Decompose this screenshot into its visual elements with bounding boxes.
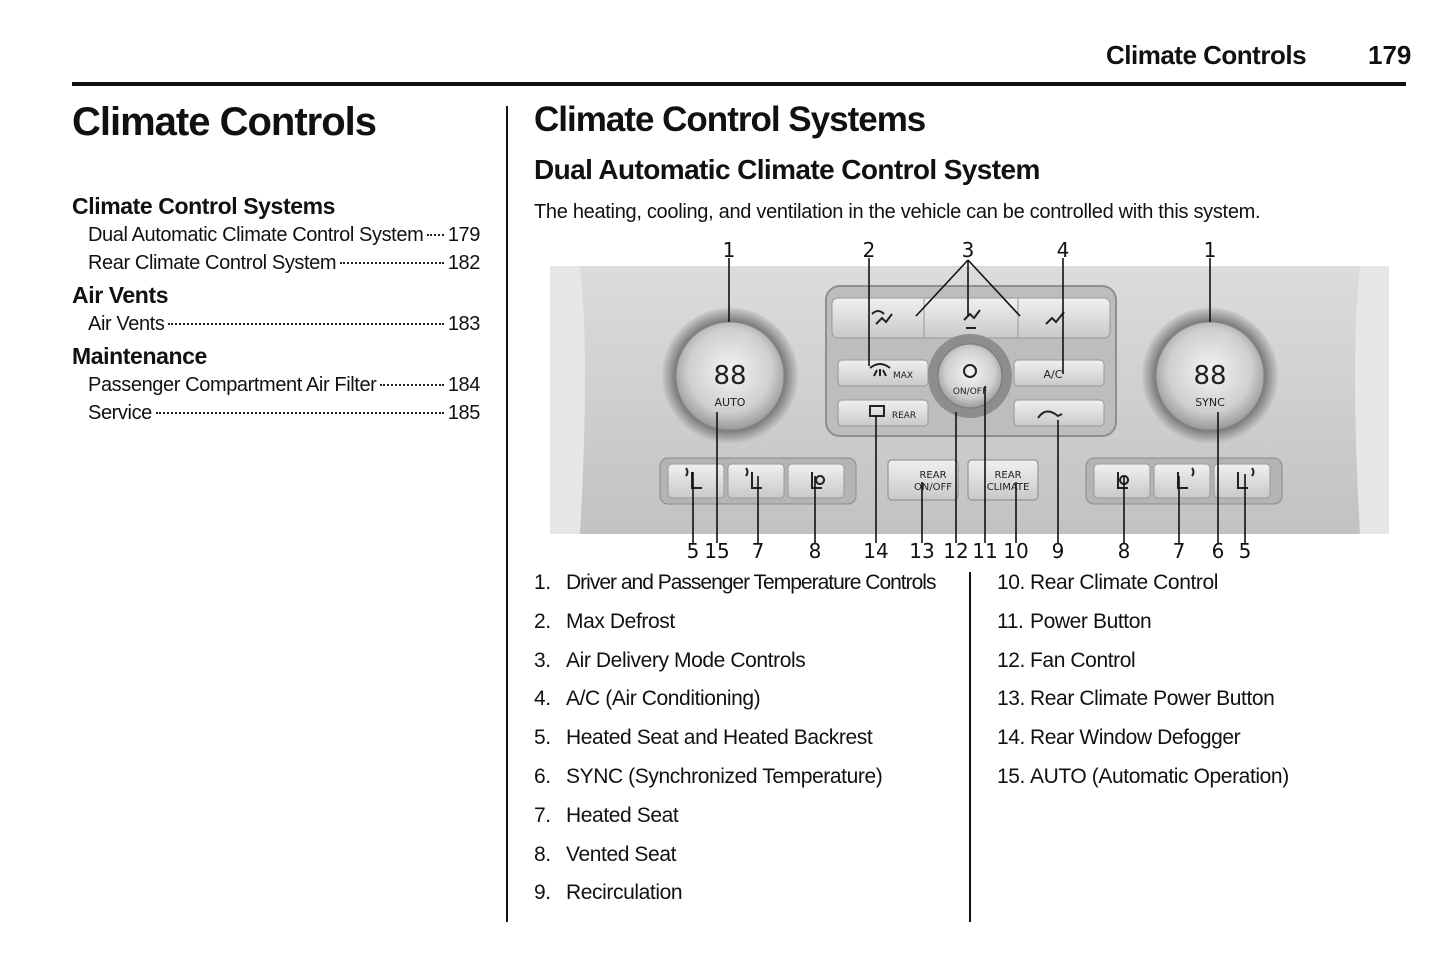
temp-display-left: 88: [713, 361, 747, 391]
callout-number: 1: [1203, 238, 1217, 262]
legend-item: [534, 762, 964, 801]
callout-number: 5: [1238, 539, 1252, 563]
toc-entry[interactable]: [72, 371, 480, 399]
legend-number: 7.: [534, 803, 551, 827]
callout-number: 5: [686, 539, 700, 563]
legend-item: [997, 723, 1397, 762]
callout-number: 1: [722, 238, 736, 262]
toc-heading-air-vents[interactable]: Air Vents: [72, 282, 169, 308]
legend-item: [534, 646, 964, 685]
callout-number: 10: [1003, 539, 1029, 563]
toc-entry[interactable]: [72, 399, 480, 427]
sync-label: SYNC: [1195, 396, 1225, 409]
legend-text: Heated Seat and Heated Backrest: [566, 726, 873, 750]
legend-number: 6.: [534, 764, 551, 788]
toc-leader-dots: [427, 234, 444, 236]
callout-number: 9: [1051, 539, 1065, 563]
callout-number: 13: [909, 539, 935, 563]
figure-legend-right: [997, 568, 1397, 801]
legend-divider: [969, 572, 971, 922]
legend-number: 15.: [997, 764, 1025, 788]
rear-climate-label-2: CLIMATE: [986, 482, 1030, 493]
callout-number: 7: [1172, 539, 1186, 563]
callout-number: 2: [862, 238, 876, 262]
legend-number: 14.: [997, 726, 1025, 750]
header-rule: [72, 82, 1406, 86]
legend-text: Rear Climate Power Button: [1030, 687, 1275, 711]
legend-item: [534, 878, 964, 917]
power-label: ON/OFF: [952, 387, 988, 397]
toc-entry-label: Dual Automatic Climate Control System: [88, 224, 424, 246]
figure-legend-left: [534, 568, 964, 917]
callout-number: 14: [863, 539, 889, 563]
toc-leader-dots: [168, 323, 443, 325]
legend-item: [534, 684, 964, 723]
legend-number: 2.: [534, 609, 551, 633]
legend-number: 1.: [534, 571, 551, 594]
toc-entry-page: 184: [447, 374, 480, 396]
temp-display-right: 88: [1193, 361, 1227, 391]
legend-text: Max Defrost: [566, 609, 675, 633]
legend-text: Vented Seat: [566, 842, 677, 866]
legend-item: [997, 568, 1397, 607]
intro-paragraph: The heating, cooling, and ventilation in the vehicle can be controlled with this system.: [534, 201, 1261, 223]
toc-leader-dots: [380, 384, 443, 386]
legend-text: Rear Window Defogger: [1030, 726, 1241, 750]
legend-text: SYNC (Synchronized Temperature): [566, 764, 883, 788]
legend-text: A/C (Air Conditioning): [566, 687, 761, 711]
legend-text: Fan Control: [1030, 648, 1136, 672]
legend-text: Recirculation: [566, 881, 683, 905]
callout-number: 6: [1211, 539, 1225, 563]
ac-label: A/C: [1043, 368, 1063, 381]
rear-power-label-1: REAR: [919, 470, 947, 481]
legend-number: 4.: [534, 687, 551, 711]
callout-number: 11: [972, 539, 998, 563]
legend-number: 11.: [997, 609, 1024, 633]
toc-entry[interactable]: [72, 221, 480, 249]
legend-item: [534, 801, 964, 840]
toc-entry-page: 185: [447, 402, 480, 424]
callout-number: 4: [1056, 238, 1070, 262]
toc-entry-label: Rear Climate Control System: [88, 252, 337, 274]
legend-number: 5.: [534, 726, 551, 750]
legend-item: [534, 568, 964, 607]
toc-heading-climate-control-systems[interactable]: Climate Control Systems: [72, 193, 336, 219]
toc-entry[interactable]: [72, 249, 480, 277]
auto-label: AUTO: [714, 396, 746, 409]
callout-number: 7: [751, 539, 765, 563]
callout-number: 8: [808, 539, 822, 563]
toc-entry-label: Passenger Compartment Air Filter: [88, 374, 377, 396]
legend-item: [997, 607, 1397, 646]
legend-item: [997, 646, 1397, 685]
rear-climate-label-1: REAR: [994, 470, 1022, 481]
legend-item: [534, 840, 964, 879]
running-head: Climate Controls: [1106, 40, 1307, 70]
control-panel-photo: [550, 266, 1389, 534]
rear-power-label-2: ON/OFF: [913, 482, 953, 493]
callout-number: 3: [961, 238, 975, 262]
callout-number: 12: [943, 539, 969, 563]
legend-number: 3.: [534, 648, 551, 672]
toc-entry-page: 182: [447, 252, 480, 274]
page-number: 179: [1368, 40, 1412, 70]
legend-text: Driver and Passenger Temperature Controls: [566, 571, 936, 594]
toc-leader-dots: [340, 262, 444, 264]
legend-item: [997, 684, 1397, 723]
toc-entry-page: 179: [447, 224, 480, 246]
max-label: MAX: [892, 371, 914, 381]
toc-entry[interactable]: [72, 310, 480, 338]
toc-entry-label: Service: [88, 402, 152, 424]
toc-entry-page: 183: [447, 313, 480, 335]
legend-text: Rear Climate Control: [1030, 571, 1219, 594]
toc-heading-maintenance[interactable]: Maintenance: [72, 343, 207, 369]
climate-control-panel-figure: [520, 236, 1410, 566]
section-title: Climate Control Systems: [534, 100, 926, 139]
callout-number: 15: [704, 539, 730, 563]
chapter-contents: [72, 188, 480, 427]
legend-text: AUTO (Automatic Operation): [1030, 764, 1289, 788]
chapter-title: Climate Controls: [72, 100, 377, 144]
legend-text: Heated Seat: [566, 803, 679, 827]
legend-number: 8.: [534, 842, 551, 866]
subsection-title: Dual Automatic Climate Control System: [534, 154, 1040, 185]
legend-item: [534, 723, 964, 762]
legend-number: 10.: [997, 571, 1025, 594]
toc-leader-dots: [156, 412, 444, 414]
toc-entry-label: Air Vents: [88, 313, 165, 335]
legend-number: 12.: [997, 648, 1025, 672]
legend-text: Air Delivery Mode Controls: [566, 648, 806, 672]
legend-item: [997, 762, 1397, 801]
legend-item: [534, 607, 964, 646]
column-divider: [506, 106, 508, 922]
rear-defog-label: REAR: [891, 411, 917, 421]
legend-text: Power Button: [1030, 609, 1152, 633]
callout-number: 8: [1117, 539, 1131, 563]
legend-number: 9.: [534, 881, 551, 905]
legend-number: 13.: [997, 687, 1025, 711]
